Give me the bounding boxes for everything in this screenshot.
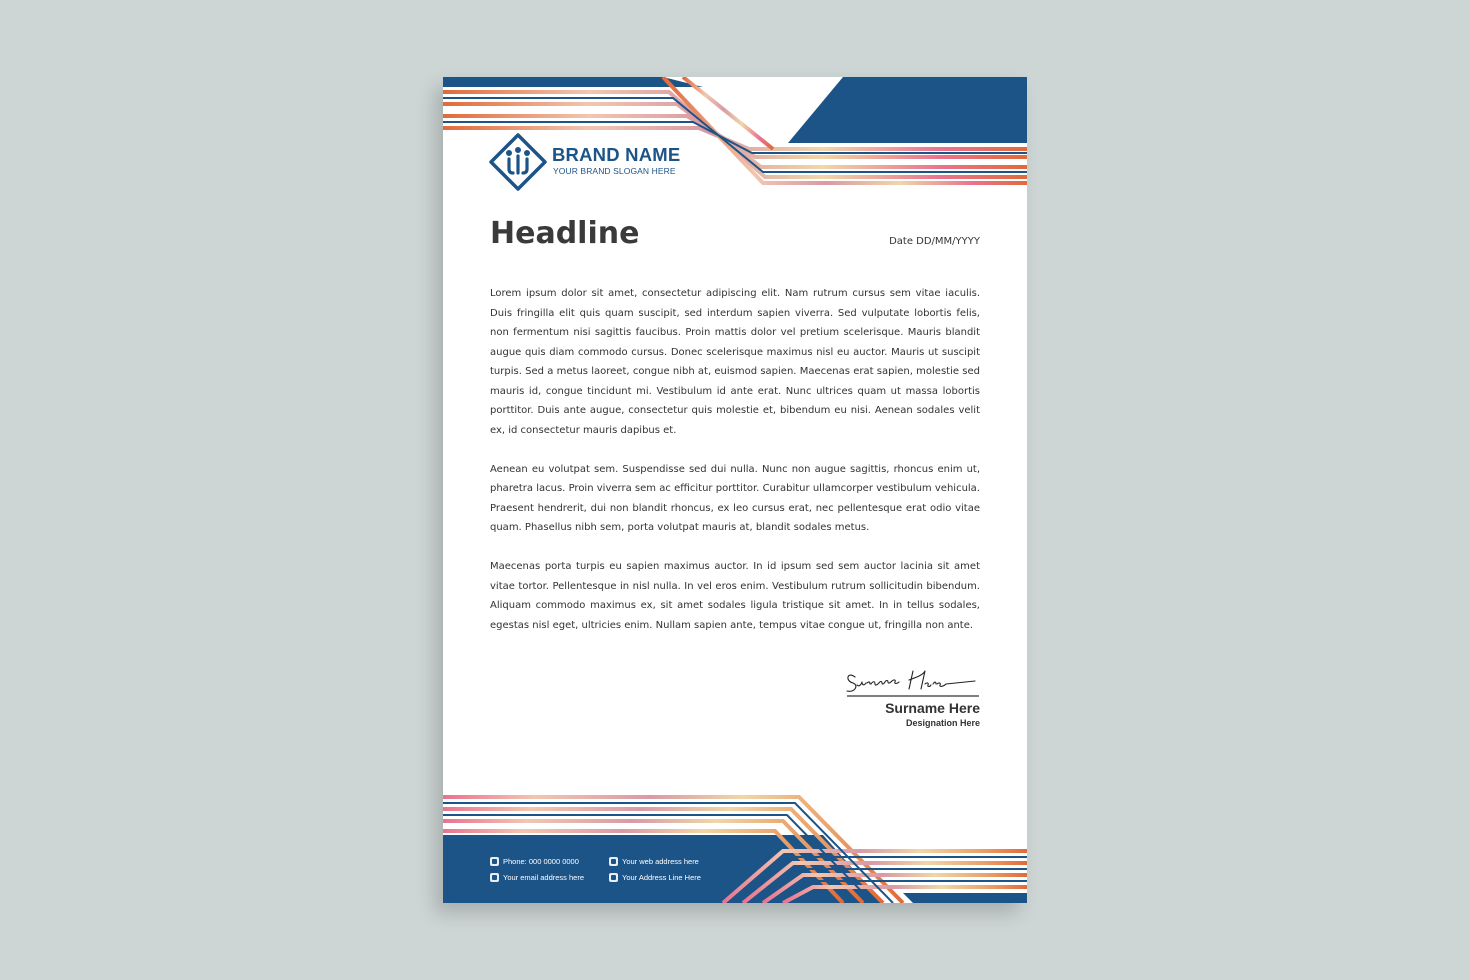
web-text: Your web address here bbox=[622, 857, 699, 866]
letter-body bbox=[490, 284, 980, 655]
footer-email bbox=[490, 873, 584, 882]
footer-address bbox=[609, 873, 701, 882]
signature-image bbox=[843, 663, 983, 699]
paragraph: Aenean eu volutpat sem. Suspendisse sed dui nulla. Nunc non augue sagittis, rhoncus enim ut, pharetra lacus. Proin viverra sem ac efficitur porttitor. Curabitur ullamcorper vestibulum vehicula. Praesent hendrerit, dui non blandit rhoncus, ex leo cursus erat, nec pellentesque erat odio vitae quam. Phasellus nibh sem, porta volutpat mauris at, blandit sodales metus. bbox=[490, 463, 980, 533]
footer-decoration bbox=[443, 793, 1027, 903]
address-text: Your Address Line Here bbox=[622, 873, 701, 882]
letterhead-page bbox=[443, 77, 1027, 903]
page-title: Headline bbox=[490, 216, 640, 251]
web-icon bbox=[609, 857, 618, 866]
brand-logo-icon bbox=[489, 133, 547, 191]
location-icon bbox=[609, 873, 618, 882]
date-field: Date DD/MM/YYYY bbox=[889, 236, 980, 247]
email-text: Your email address here bbox=[503, 873, 585, 882]
phone-text: Phone: 000 0000 0000 bbox=[503, 857, 579, 866]
paragraph: Maecenas porta turpis eu sapien maximus auctor. In id ipsum sed sem auctor lacinia sit amet vitae tortor. Pellentesque in nisl nulla. In vel eros enim. Vestibulum rutrum sollicitudin bibendum. Aliquam commodo maximus ex, sit amet sodales ligula tristique sit amet. In in tellus sodales, egestas nisl eget, ultricies enim. Nullam sapien ante, tempus vitae congue ut, fringilla non ante. bbox=[490, 561, 980, 631]
footer-web bbox=[609, 857, 699, 866]
brand-name: BRAND NAME bbox=[552, 144, 681, 165]
brand-slogan: YOUR BRAND SLOGAN HERE bbox=[553, 166, 676, 176]
footer-phone bbox=[490, 857, 579, 866]
phone-icon bbox=[490, 857, 499, 866]
paragraph: Lorem ipsum dolor sit amet, consectetur adipiscing elit. Nam rutrum cursus sem vitae iaculis. Duis fringilla elit quis quam suscipit, sed interdum sapien viverra. Sed vulputate lobortis felis, non fermentum nisi sagittis faucibus. Proin mattis dolor vel pretium scelerisque. Mauris blandit augue quis diam commodo cursus. Donec scelerisque maximus nisl eu auctor. Mauris ut suscipit turpis. Sed a metus laoreet, congue nibh at, euismod sapien. Maecenas erat sapien, molestie sed mauris id, congue tincidunt mi. Vestibulum id ante erat. Nunc ultrices quam ut massa lobortis porttitor. Duis ante augue, consectetur quis molestie et, bibendum eu nisi. Aenean sodales velit ex, id consectetur mauris dapibus et. bbox=[490, 288, 980, 436]
signatory-designation: Designation Here bbox=[905, 718, 980, 728]
email-icon bbox=[490, 873, 499, 882]
signatory-name: Surname Here bbox=[885, 700, 980, 716]
